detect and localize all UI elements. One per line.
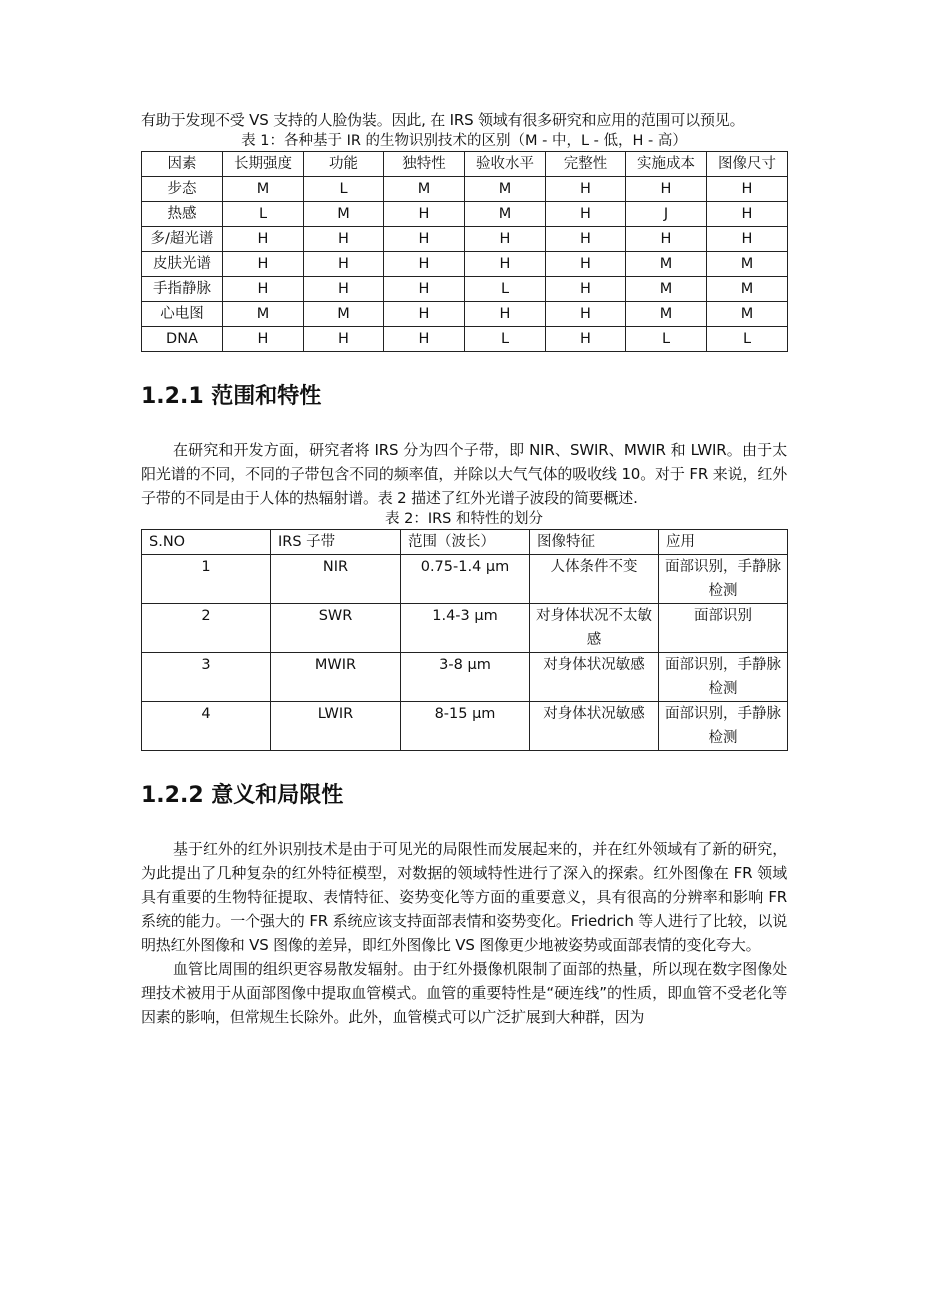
table2-cell: 对身体状况敏感 [530,653,659,702]
table1-cell: H [304,252,384,277]
table1-cell: L [626,327,707,352]
table1-cell: H [707,202,788,227]
table1-cell: H [626,227,707,252]
table1-cell: H [223,227,304,252]
table1-cell: J [626,202,707,227]
table1-cell: H [546,302,626,327]
table1-cell: H [223,327,304,352]
table1-row [142,327,788,352]
table2-cell: 3 [142,653,271,702]
table1-cell: H [304,327,384,352]
table1-cell: M [707,302,788,327]
table1-header-cell: 实施成本 [626,152,707,177]
section-heading-scope: 1.2.1 范围和特性 [141,384,322,409]
table1-header-cell: 功能 [304,152,384,177]
table1-cell: M [223,177,304,202]
table2-cell: MWIR [271,653,401,702]
table1-caption: 表 1：各种基于 IR 的生物识别技术的区别（M - 中，L - 低，H - 高） [241,133,687,149]
table2-cell: LWIR [271,702,401,751]
table2-row [142,604,788,653]
table1-row [142,202,788,227]
table1-cell: M [384,177,465,202]
table2-header-cell: 范围（波长） [401,530,530,555]
table1-cell: M [707,277,788,302]
table1-cell: H [304,277,384,302]
table1-cell: M [465,202,546,227]
table1-cell: H [465,252,546,277]
table2-header-row [142,530,788,555]
table2-cell: SWR [271,604,401,653]
table2-cell: 面部识别，手静脉检测 [659,653,788,702]
table1-cell: M [304,202,384,227]
table1-cell: 热感 [142,202,223,227]
table2-cell: 面部识别，手静脉检测 [659,555,788,604]
table1-cell: DNA [142,327,223,352]
table2-cell: 对身体状况不太敏感 [530,604,659,653]
table1-cell: M [223,302,304,327]
table1-cell: H [384,327,465,352]
table1-header-cell: 长期强度 [223,152,304,177]
section2-paragraph-1: 基于红外的红外识别技术是由于可见光的局限性而发展起来的，并在红外领域有了新的研究，为此提出了几种复杂的红外特征模型，对数据的领域特性进行了深入的探索。红外图像在 FR 领域具有重要的生物特征提取、表情特征、姿势变化等方面的重要意义，具有很高的分辨率和影响 FR 系统的能力。一个强大的 FR 系统应该支持面部表情和姿势变化。Friedrich 等人进行了比较，以说明热红外图像和 VS 图像的差异，即红外图像比 VS 图像更少地被姿势或面部表情的变化夸大。 [141,840,787,954]
table2-cell: 1 [142,555,271,604]
table1-header-cell: 完整性 [546,152,626,177]
table1-cell: M [626,277,707,302]
table1-cell: H [384,252,465,277]
table1-cell: L [304,177,384,202]
table1-cell: 心电图 [142,302,223,327]
table2-cell: 面部识别，手静脉检测 [659,702,788,751]
table1-row [142,252,788,277]
table1-cell: H [707,177,788,202]
table2-row [142,653,788,702]
table1-cell: H [384,227,465,252]
table2-cell: 对身体状况敏感 [530,702,659,751]
table2-cell: NIR [271,555,401,604]
table1-row [142,302,788,327]
table1-cell: L [465,327,546,352]
table1-cell: H [223,277,304,302]
table1-cell: M [304,302,384,327]
table1-cell: H [384,202,465,227]
table2-row [142,702,788,751]
table1-cell: M [626,302,707,327]
table2-row [142,555,788,604]
table1-cell: H [384,302,465,327]
section-heading-significance: 1.2.2 意义和局限性 [141,783,344,808]
table2-cell: 1.4-3 μm [401,604,530,653]
table1-header-row [142,152,788,177]
table1-header-cell: 独特性 [384,152,465,177]
table1-cell: M [626,252,707,277]
table1-header-cell: 图像尺寸 [707,152,788,177]
irs-subband-table [141,529,788,751]
table1-header-cell: 因素 [142,152,223,177]
table2-cell: 面部识别 [659,604,788,653]
table1-row [142,277,788,302]
table2-header-cell: 图像特征 [530,530,659,555]
section1-paragraph: 在研究和开发方面，研究者将 IRS 分为四个子带，即 NIR、SWIR、MWIR 和 LWIR。由于太阳光谱的不同，不同的子带包含不同的频率值，并除以大气气体的吸收线 10。对于 FR 来说，红外子带的不同是由于人体的热辐射谱。表 2 描述了红外光谱子波段的简要概述. [141,441,787,507]
table1-cell: H [707,227,788,252]
table2-cell: 8-15 μm [401,702,530,751]
table1-cell: H [546,277,626,302]
table2-header-cell: 应用 [659,530,788,555]
table1-cell: H [304,227,384,252]
table1-cell: M [707,252,788,277]
table2-cell: 4 [142,702,271,751]
table1-header-cell: 验收水平 [465,152,546,177]
table2-header-cell: S.NO [142,530,271,555]
intro-paragraph: 有助于发现不受 VS 支持的人脸伪装。因此, 在 IRS 领域有很多研究和应用的范围可以预见。 [141,111,745,129]
table1-cell: H [384,277,465,302]
table1-cell: M [465,177,546,202]
table2-cell: 0.75-1.4 μm [401,555,530,604]
table1-cell: H [546,227,626,252]
table1-cell: 皮肤光谱 [142,252,223,277]
table2-caption: 表 2：IRS 和特性的划分 [385,511,543,527]
table2-cell: 2 [142,604,271,653]
table1-cell: H [465,227,546,252]
table1-cell: H [465,302,546,327]
table2-cell: 人体条件不变 [530,555,659,604]
section2-paragraph-2: 血管比周围的组织更容易散发辐射。由于红外摄像机限制了面部的热量，所以现在数字图像处理技术被用于从面部图像中提取血管模式。血管的重要特性是“硬连线”的性质，即血管不受老化等因素的影响，但常规生长除外。此外，血管模式可以广泛扩展到大种群，因为 [141,960,787,1026]
table2-cell: 3-8 μm [401,653,530,702]
table1-cell: 手指静脉 [142,277,223,302]
document-page [141,108,787,1029]
table1-cell: H [546,177,626,202]
biometric-comparison-table [141,151,788,352]
table1-cell: L [465,277,546,302]
table1-cell: L [223,202,304,227]
table1-cell: H [626,177,707,202]
table1-row [142,227,788,252]
table1-cell: H [546,252,626,277]
table1-cell: H [223,252,304,277]
table1-cell: 步态 [142,177,223,202]
table1-cell: H [546,327,626,352]
table1-cell: H [546,202,626,227]
table1-cell: 多/超光谱 [142,227,223,252]
table1-cell: L [707,327,788,352]
table1-row [142,177,788,202]
table2-header-cell: IRS 子带 [271,530,401,555]
